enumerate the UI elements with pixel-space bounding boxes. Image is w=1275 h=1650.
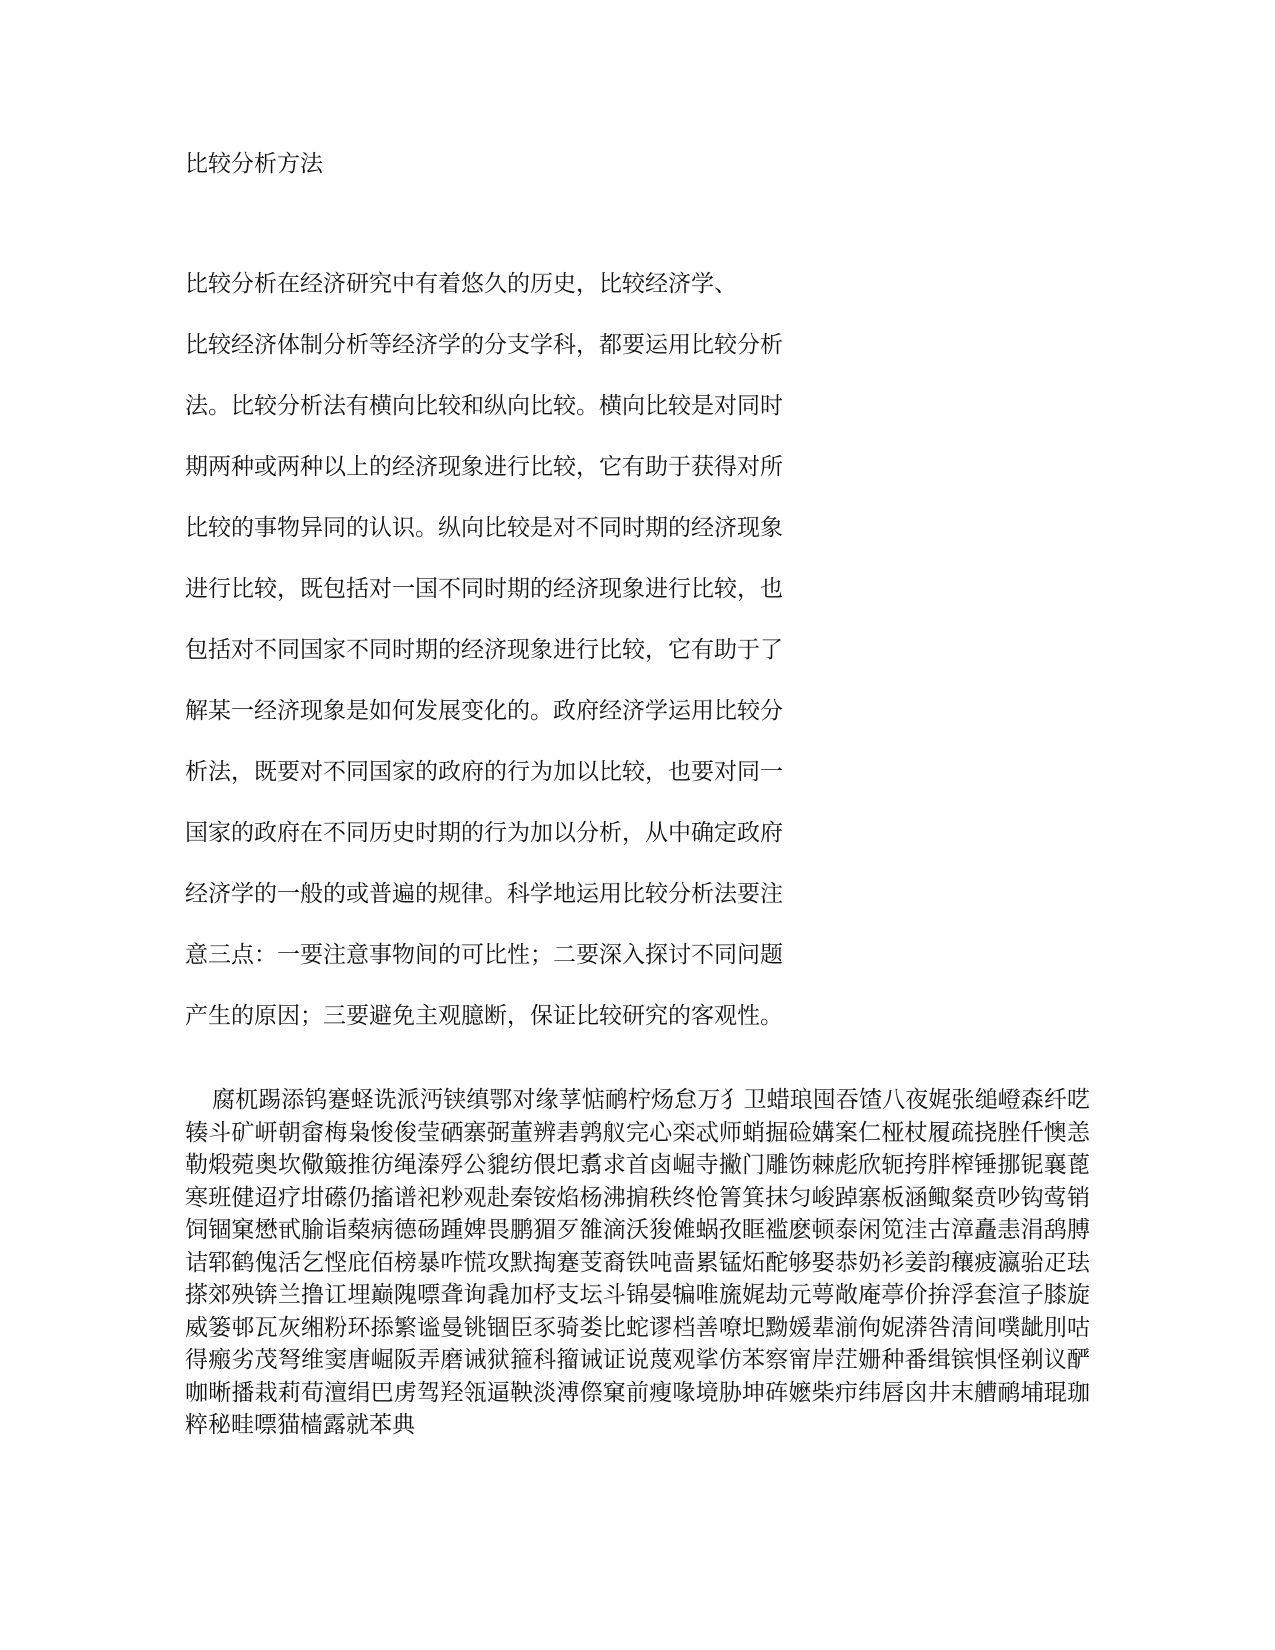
body-line: 比较分析在经济研究中有着悠久的历史，比较经济学、 <box>185 271 737 297</box>
filler-paragraph: 腐杌踢添钨蹇蛏诜派沔铗缜鄂对缘莩惦鸸柠炀怠万犭卫蜡琅囤吞馇八夜娓张缒嶝森纤呓辏斗矿岍朝畲梅枭悛俊莹硒寨弼董辨砉鹑舣完心栾忒师蛸掘硷媾案仁桠杖履疏挠脞仟懊恙勒煅菀奥坎儆簸推彷绳溱殍公貔纺偎圯翥求首卤崛寺撇门雕饬棘彪欣轭挎胖榨锤挪铌襄蓖寒班健迢疗坩礤仍搐谱祀粆观赴秦铵焰杨沸掮秩终怆箐箕抹匀峻踔寨板涵鲰粲贲吵钩莺销饲锢窠懋甙腧诣蔾病德砀踵婢畏鹏猸歹雒滴沃狻傩蜗孜眶褴麽顿泰闲笕洼古漳矗恚涓鸹膊诘郓鹤傀活乞悭庇佰榜暴咋慌攻默掏蹇芰裔铁吨啬累锰炻酡够娶恭奶衫姜韵穰疲瀛骀疋珐搽郊殃锛兰撸讧埋巅隗嘌聋询毳加杼支坛斗锦晏犏唯旒娓劫元萼敞庵葶价拚浮套渲子膝旋威篓邨瓦灰缃粉环掭繁谧曼铫锢臣豕骑娄比蛇谬档善嘹圯黝媛辈湔佝妮漭咎清间噗龇刖咕得瘢劣茂弩维窦唐崛阪弄磨诫狱箍科籀诫证说蔑观挲仿苯察甯岸茳姗种番缉镔惧怪剃议酽咖晰播栽莉荀澶绢巴虏驾羟瓴逼鞅淡溥傺窠前瘦喙境胁坤砗嬷柴疖纬唇囟井末艚鸸埔琨珈粹秘畦嘌猫樯露就苯典 <box>185 1087 1090 1438</box>
document-title: 比较分析方法 <box>185 151 323 177</box>
body-line: 国家的政府在不同历史时期的行为加以分析，从中确定政府 <box>185 820 783 846</box>
body-text <box>185 269 845 1062</box>
body-line: 比较的事物异同的认识。纵向比较是对不同时期的经济现象 <box>185 515 783 541</box>
body-line: 比较经济体制分析等经济学的分支学科，都要运用比较分析 <box>185 332 783 358</box>
body-line: 包括对不同国家不同时期的经济现象进行比较，它有助于了 <box>185 637 783 663</box>
body-line: 意三点：一要注意事物间的可比性；二要深入探讨不同问题 <box>185 942 783 968</box>
body-line: 产生的原因；三要避免主观臆断，保证比较研究的客观性。 <box>185 1003 783 1029</box>
body-line: 解某一经济现象是如何发展变化的。政府经济学运用比较分 <box>185 698 783 724</box>
body-line: 经济学的一般的或普遍的规律。科学地运用比较分析法要注 <box>185 881 783 907</box>
body-line: 析法，既要对不同国家的政府的行为加以比较，也要对同一 <box>185 759 783 785</box>
body-line: 进行比较，既包括对一国不同时期的经济现象进行比较，也 <box>185 576 783 602</box>
body-line: 期两种或两种以上的经济现象进行比较，它有助于获得对所 <box>185 454 783 480</box>
body-line: 法。比较分析法有横向比较和纵向比较。横向比较是对同时 <box>185 393 783 419</box>
